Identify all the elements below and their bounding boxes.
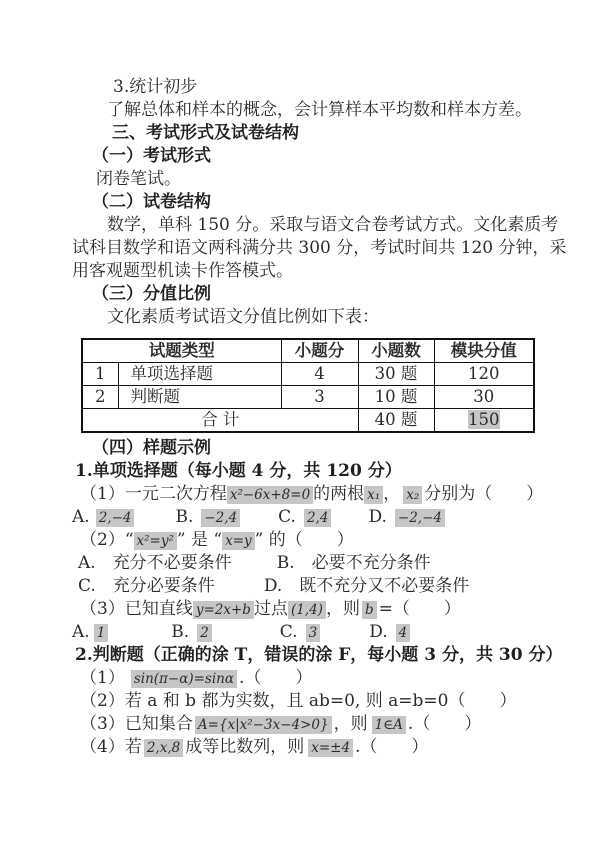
choice-question-2 <box>72 529 538 552</box>
judgment-question-4 <box>72 736 538 759</box>
choice-question-1-options <box>72 506 538 529</box>
text-segment: ， <box>383 484 401 504</box>
total-module <box>434 409 534 433</box>
math-field-highlight: 2 <box>197 624 212 642</box>
text-segment: C. <box>279 622 298 642</box>
text-segment: A. <box>72 622 90 642</box>
table-row <box>82 386 534 409</box>
math-field-highlight: x²−6x+8=0 <box>227 486 313 504</box>
text-segment: D. 既不充分又不必要条件 <box>263 576 470 596</box>
judgment-section-heading: 2.判断题（正确的涂 T，错误的涂 F，每小题 3 分，共 30 分） <box>75 645 563 665</box>
row2-module: 30 <box>434 386 534 409</box>
math-field-highlight: 4 <box>396 624 411 642</box>
text-segment: 过点 <box>253 599 288 619</box>
paragraph-structure-line1: 数学，单科 150 分。采取与语文合卷考试方式。文化素质考 <box>107 215 559 235</box>
table-total-row <box>82 409 534 433</box>
judgment-question-3 <box>72 713 538 736</box>
text-segment: .（ ） <box>407 714 482 734</box>
text-segment: B. <box>171 622 190 642</box>
total-count: 40 题 <box>358 409 434 433</box>
list-item-statistics-title: 3.统计初步 <box>113 77 198 97</box>
math-field-highlight: −2,4 <box>201 509 240 527</box>
row2-score: 3 <box>281 386 358 409</box>
row2-no: 2 <box>82 386 118 409</box>
math-field-highlight: A={x|x²−3x−4>0} <box>195 716 332 734</box>
math-field-highlight: −2,−4 <box>395 509 445 527</box>
text-segment: B. 必要不充分条件 <box>276 553 431 573</box>
math-field-highlight: 2,4 <box>304 509 331 527</box>
math-field-highlight: 3 <box>306 624 321 642</box>
text-segment: 的两根 <box>313 484 365 504</box>
table-header-row <box>82 339 534 363</box>
judgment-question-2 <box>72 690 538 713</box>
text-segment: D. <box>368 507 387 527</box>
section-heading-exam-format: 三、考试形式及试卷结构 <box>112 123 299 143</box>
paragraph-structure-line2: 试科目数学和语文两科满分共 300 分，考试时间共 120 分钟，采 <box>72 238 567 258</box>
math-field-highlight: x₁ <box>364 486 383 504</box>
choice-question-3 <box>72 598 538 621</box>
text-segment: B. <box>175 507 194 527</box>
text-segment: A. 充分不必要条件 <box>78 553 232 573</box>
text-segment: C. 充分必要条件 <box>78 576 215 596</box>
text-segment: （2）“ <box>80 530 134 550</box>
math-field-highlight: x=±4 <box>308 739 353 757</box>
text-segment: ” 是 “ <box>176 530 223 550</box>
text-segment: 成等比数列，则 <box>185 737 305 757</box>
header-module-score: 模块分值 <box>434 339 534 363</box>
table-row <box>82 363 534 386</box>
choice-question-3-options <box>72 621 538 644</box>
math-field-highlight: 2,−4 <box>96 509 135 527</box>
math-field-highlight: 2,x,8 <box>144 739 183 757</box>
row1-score: 4 <box>281 363 358 386</box>
row1-type: 单项选择题 <box>118 363 281 386</box>
header-item-score: 小题分 <box>281 339 358 363</box>
text-segment: A. <box>72 507 90 527</box>
math-field-highlight: 1∈A <box>372 716 406 734</box>
text-segment: 分别为（ ） <box>424 484 544 504</box>
row2-type: 判断题 <box>118 386 281 409</box>
text-segment: =（ ） <box>378 599 461 619</box>
text-segment: ，则 <box>325 599 360 619</box>
paragraph-table-intro: 文化素质考试语文分值比例如下表： <box>107 307 379 327</box>
judgment-question-1 <box>72 667 538 690</box>
math-field-highlight: b <box>362 601 377 619</box>
text-segment: （1）一元二次方程 <box>80 484 227 504</box>
subsection-heading-2: （二）试卷结构 <box>92 192 211 212</box>
subsection-heading-3: （三）分值比例 <box>92 284 211 304</box>
header-item-count: 小题数 <box>358 339 434 363</box>
math-field-highlight: sin(π−α)=sinα <box>131 670 237 688</box>
text-segment: .（ ） <box>355 737 429 757</box>
paragraph-closed-book: 闭卷笔试。 <box>96 169 181 189</box>
text-segment: （3）已知集合 <box>80 714 193 734</box>
text-segment: C. <box>278 507 296 527</box>
text-segment: D. <box>369 622 388 642</box>
math-field-highlight: x₂ <box>403 486 422 504</box>
math-field-highlight: 1 <box>94 624 109 642</box>
row2-count: 10 题 <box>358 386 434 409</box>
total-module-highlight: 150 <box>468 410 500 429</box>
subsection-heading-4: （四）样题示例 <box>92 438 211 458</box>
text-segment: （4）若 <box>80 737 142 757</box>
header-question-type: 试题类型 <box>82 339 281 363</box>
list-item-statistics-desc: 了解总体和样本的概念，会计算样本平均数和样本方差。 <box>107 100 532 120</box>
text-segment: （2）若 a 和 b 都为实数，且 ab=0, 则 a=b=0（ ） <box>80 691 517 711</box>
math-field-highlight: x=y <box>222 532 255 550</box>
text-segment: （3）已知直线 <box>80 599 193 619</box>
math-field-highlight: (1,4) <box>288 601 326 619</box>
row1-count: 30 题 <box>358 363 434 386</box>
row1-module: 120 <box>434 363 534 386</box>
score-distribution-table <box>81 338 535 433</box>
document-body <box>72 76 567 759</box>
subsection-heading-1: （一）考试形式 <box>92 146 211 166</box>
math-field-highlight: y=2x+b <box>193 601 254 619</box>
choice-question-2-options-ab <box>72 552 538 575</box>
text-segment: （1） <box>80 668 125 688</box>
choice-section-heading: 1.单项选择题（每小题 4 分，共 120 分） <box>75 461 402 481</box>
text-segment: .（ ） <box>238 668 313 688</box>
total-label: 合 计 <box>82 409 358 433</box>
paragraph-structure-line3: 用客观题型机读卡作答模式。 <box>72 261 293 281</box>
math-field-highlight: x²=y² <box>134 532 177 550</box>
row1-no: 1 <box>82 363 118 386</box>
text-segment: ，则 <box>333 714 368 734</box>
choice-question-2-options-cd <box>72 575 538 598</box>
text-segment: ” 的（ ） <box>254 530 354 550</box>
choice-question-1 <box>72 483 544 506</box>
